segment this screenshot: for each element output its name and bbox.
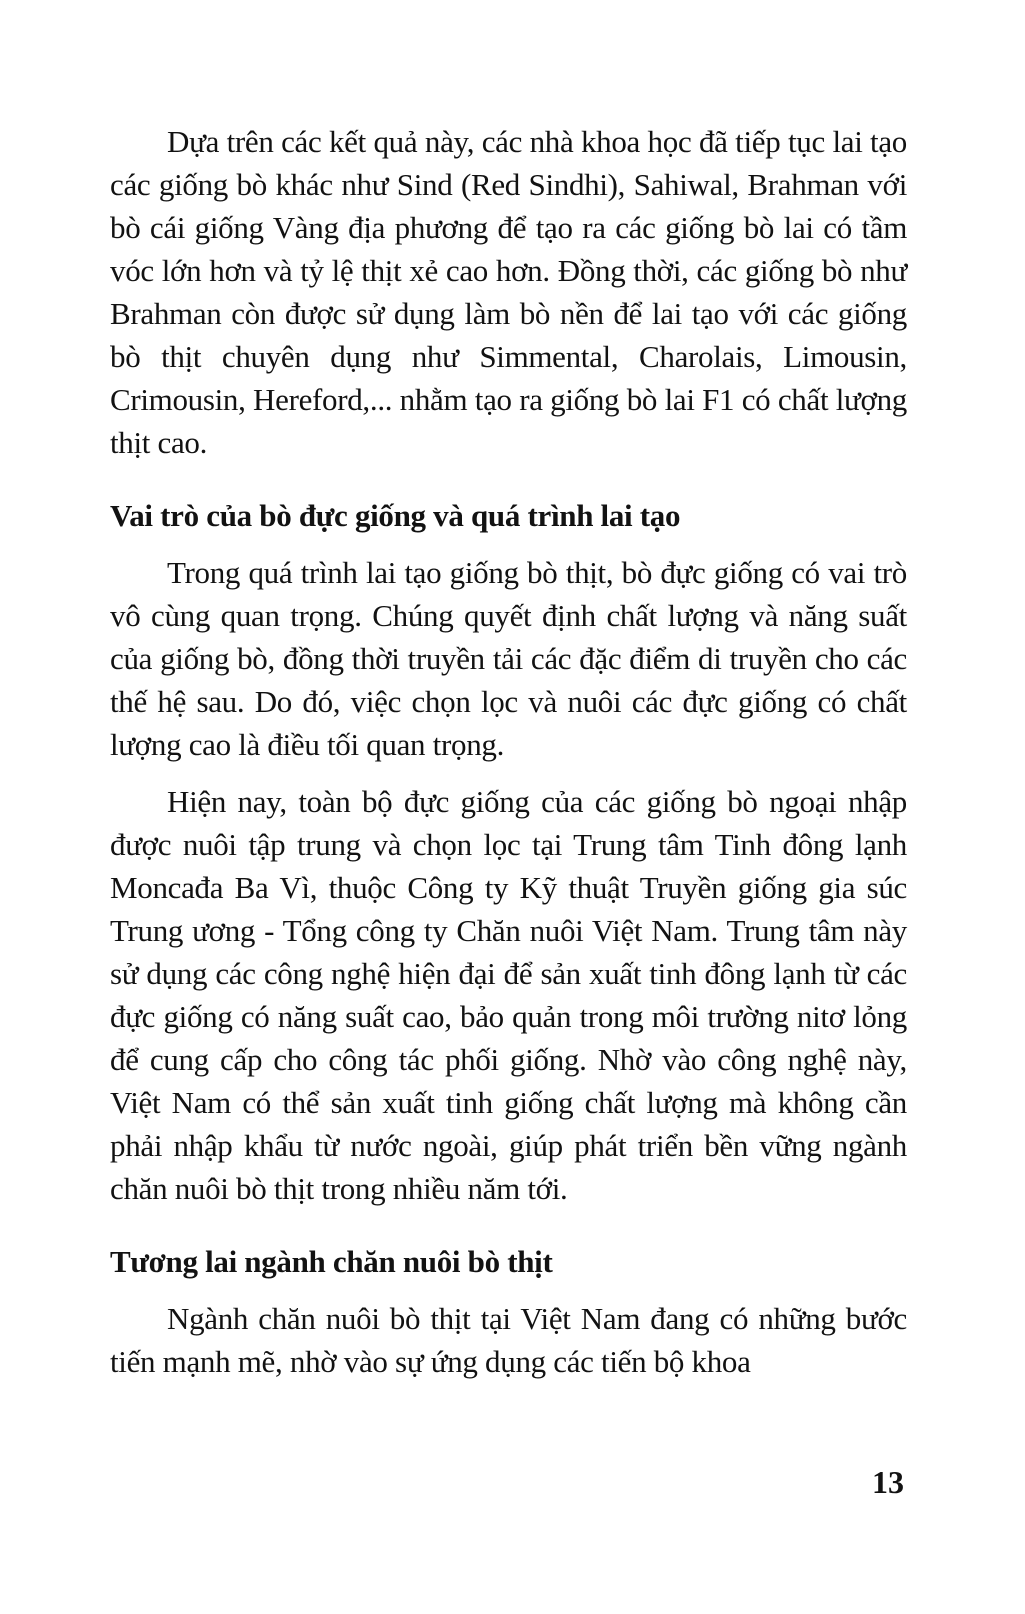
body-paragraph: Dựa trên các kết quả này, các nhà khoa học đã tiếp tục lai tạo các giống bò khác như Sind (Red Sindhi), Sahiwal, Brahman với bò cái giống Vàng địa phương để tạo ra các giống bò lai có tầm vóc lớn hơn và tỷ lệ thịt xẻ cao hơn. Đồng thời, các giống bò như Brahman còn được sử dụng làm bò nền để lai tạo với các giống bò thịt chuyên dụng như Simmental, Charolais, Limousin, Crimousin, Hereford,... nhằm tạo ra giống bò lai F1 có chất lượng thịt cao. (110, 124, 907, 460)
body-paragraph: Trong quá trình lai tạo giống bò thịt, bò đực giống có vai trò vô cùng quan trọng. Chúng quyết định chất lượng và năng suất của giống bò, đồng thời truyền tải các đặc điểm di truyền cho các thế hệ sau. Do đó, việc chọn lọc và nuôi các đực giống có chất lượng cao là điều tối quan trọng. (110, 555, 907, 762)
text-block (110, 120, 907, 1397)
page-number: 13 (872, 1464, 904, 1500)
body-paragraph: Ngành chăn nuôi bò thịt tại Việt Nam đang có những bước tiến mạnh mẽ, nhờ vào sự ứng dụng các tiến bộ khoa (110, 1301, 907, 1379)
section-heading: Tương lai ngành chăn nuôi bò thịt (110, 1244, 553, 1279)
body-paragraph: Hiện nay, toàn bộ đực giống của các giống bò ngoại nhập được nuôi tập trung và chọn lọc tại Trung tâm Tinh đông lạnh Moncađa Ba Vì, thuộc Công ty Kỹ thuật Truyền giống gia súc Trung ương - Tổng công ty Chăn nuôi Việt Nam. Trung tâm này sử dụng các công nghệ hiện đại để sản xuất tinh đông lạnh từ các đực giống có năng suất cao, bảo quản trong môi trường nitơ lỏng để cung cấp cho công tác phối giống. Nhờ vào công nghệ này, Việt Nam có thể sản xuất tinh giống chất lượng mà không cần phải nhập khẩu từ nước ngoài, giúp phát triển bền vững ngành chăn nuôi bò thịt trong nhiều năm tới. (110, 784, 907, 1206)
section-heading: Vai trò của bò đực giống và quá trình lai tạo (110, 498, 681, 533)
